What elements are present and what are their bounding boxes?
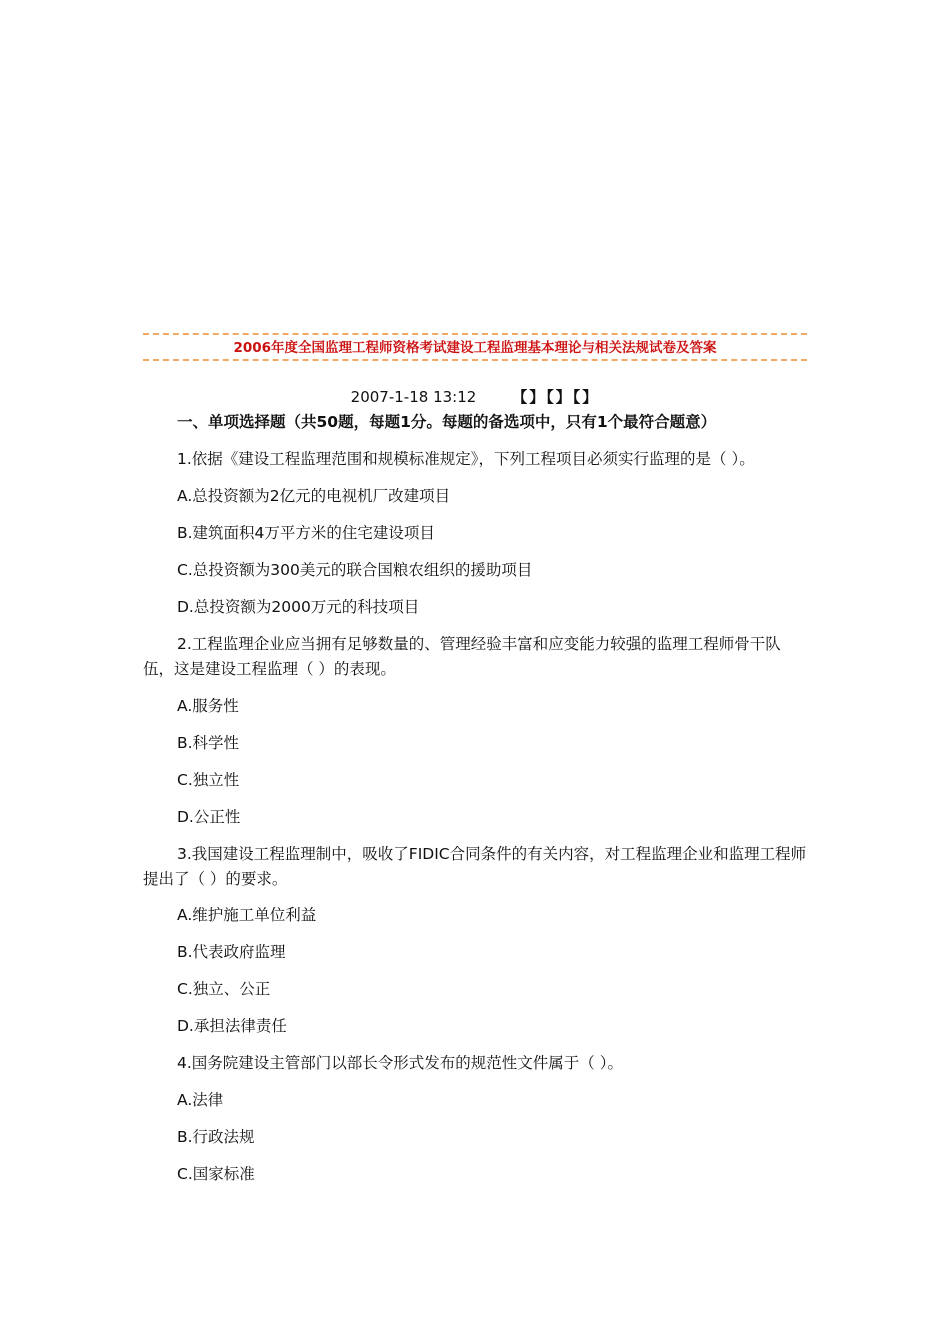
question-stem: 1.依据《建设工程监理范围和规模标准规定》，下列工程项目必须实行监理的是（ ）。	[177, 450, 755, 468]
question-option: C.国家标准	[177, 1165, 255, 1183]
question-option: C.独立性	[177, 771, 240, 789]
question-option: A.法律	[177, 1091, 224, 1109]
question-option: B.代表政府监理	[177, 943, 286, 961]
question-option: B.建筑面积4万平方米的住宅建设项目	[177, 524, 435, 542]
question-option: C.总投资额为300美元的联合国粮农组织的援助项目	[177, 561, 533, 579]
question-stem: 3.我国建设工程监理制中，吸收了FIDIC合同条件的有关内容，对工程监理企业和监理工程师提出了（ ）的要求。	[143, 845, 807, 888]
question-option: B.行政法规	[177, 1128, 255, 1146]
question-option: C.独立、公正	[177, 980, 271, 998]
question-option: B.科学性	[177, 734, 240, 752]
question-stem: 4.国务院建设主管部门以部长令形式发布的规范性文件属于（ ）。	[177, 1054, 623, 1072]
question-option: D.公正性	[177, 808, 241, 826]
publish-date: 2007-1-18 13:12	[350, 388, 477, 406]
title-divider-top	[143, 333, 807, 335]
document-title: 2006年度全国监理工程师资格考试建设工程监理基本理论与相关法规试卷及答案	[233, 340, 717, 356]
question-option: D.总投资额为2000万元的科技项目	[177, 598, 420, 616]
question-option: A.总投资额为2亿元的电视机厂改建项目	[177, 487, 451, 505]
title-divider-bottom	[143, 359, 807, 361]
question-option: A.服务性	[177, 697, 239, 715]
section-heading: 一、单项选择题（共50题，每题1分。每题的备选项中，只有1个最符合题意）	[177, 413, 717, 431]
meta-line	[143, 386, 807, 408]
question-stem: 2.工程监理企业应当拥有足够数量的、管理经验丰富和应变能力较强的监理工程师骨干队伍，这是建设工程监理（ ）的表现。	[143, 635, 781, 678]
question-option: A.维护施工单位利益	[177, 906, 317, 924]
question-option: D.承担法律责任	[177, 1017, 287, 1035]
bracket-links[interactable]: 【】【】【】	[512, 388, 600, 406]
